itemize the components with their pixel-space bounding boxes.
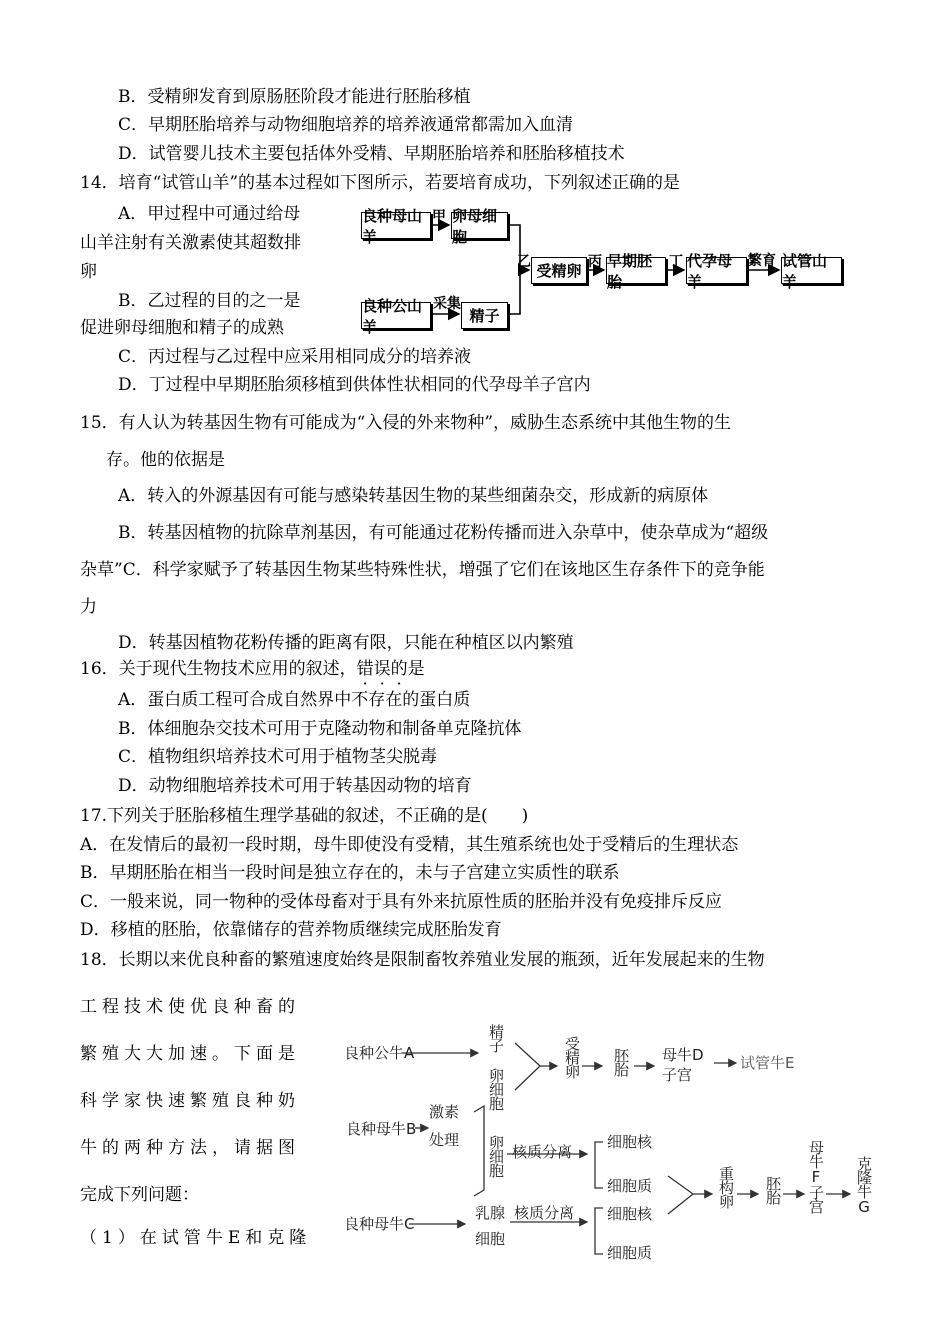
q14-box-female-goat: 良种母山羊 (361, 212, 431, 239)
q16-stem-text: 16．关于现代生物技术应用的叙述， (80, 659, 357, 679)
q14-box-sperm: 精子 (461, 302, 508, 329)
q18-calf-e: 试管牛E (740, 1054, 795, 1072)
q14-box-zygote: 受精卵 (531, 257, 587, 284)
q18-text-line5: 完成下列问题： (80, 1185, 199, 1205)
q14-label-yi: 乙 (517, 254, 531, 270)
q14-box-oocyte: 卵母细胞 (451, 212, 508, 239)
q18-cow-d: 母牛D (662, 1046, 704, 1064)
q17-option-b: B．早期胚胎在相当一段时间是独立存在的，未与子宫建立实质性的联系 (80, 863, 620, 883)
q13-option-d: D．试管婴儿技术主要包括体外受精、早期胚胎培养和胚胎移植技术 (118, 144, 625, 164)
q18-separation-1: 核质分离 (512, 1143, 573, 1161)
q18-embryo-2: 胚胎 (764, 1176, 782, 1204)
q14-label-jia: 甲 (432, 209, 446, 225)
q18-text-line1: 工程技术使优良种畜的 (80, 997, 300, 1017)
q14-label-caiji: 采集 (433, 296, 461, 312)
q18-cytoplasm-1: 细胞质 (607, 1177, 653, 1195)
q13-option-b: B．受精卵发育到原肠胚阶段才能进行胚胎移植 (118, 87, 471, 107)
q18-bull-a: 良种公牛A (344, 1044, 415, 1062)
q18-text-line2: 繁殖大大加速。下面是 (80, 1044, 300, 1064)
q16-stem-end: 是 (407, 659, 425, 679)
q18-cow-b: 良种母牛B (346, 1120, 417, 1138)
q18-uterus-d: 子宫 (662, 1066, 693, 1084)
q18-cow-f-uterus: 母牛F子宫 (807, 1140, 825, 1213)
q16-emphasis-char: 的 (390, 659, 408, 679)
q14-option-a-line3: 卵 (80, 262, 97, 282)
q16-option-c: C．植物组织培养技术可用于植物茎尖脱毒 (118, 747, 438, 767)
q18-embryo-1: 胚胎 (612, 1048, 630, 1076)
q15-option-b-line1: B．转基因植物的抗除草剂基因，有可能通过花粉传播而进入杂草中，使杂草成为“超级 (118, 523, 769, 543)
q14-option-c: C．丙过程与乙过程中应采用相同成分的培养液 (118, 347, 472, 367)
q15-option-b-line3: 力 (80, 597, 97, 617)
q15-option-d: D．转基因植物花粉传播的距离有限，只能在种植区以内繁殖 (118, 633, 574, 653)
q18-mammary: 乳腺 (475, 1204, 506, 1222)
q18-egg-bottom: 卵细胞 (487, 1135, 505, 1177)
q14-option-a-line1: A．甲过程中可通过给母 (118, 204, 301, 224)
q18-stem: 18．长期以来优良种畜的繁殖速度始终是限制畜牧养殖业发展的瓶颈，近年发展起来的生物 (80, 950, 765, 970)
q18-separation-2: 核质分离 (514, 1204, 575, 1222)
q17-option-c: C．一般来说，同一物种的受体母畜对于具有外来抗原性质的胚胎并没有免疫排斥反应 (80, 892, 723, 912)
q18-text-line6: （1）在试管牛E和克隆 (80, 1228, 312, 1248)
q16-emphasis-char: 错 (356, 659, 374, 679)
q16-option-a: A．蛋白质工程可合成自然界中不存在的蛋白质 (118, 690, 471, 710)
q18-text-line3: 科学家快速繁殖良种奶 (80, 1091, 300, 1111)
q16-option-d: D．动物细胞培养技术可用于转基因动物的培育 (118, 776, 472, 796)
q17-option-d: D．移植的胚胎，依靠储存的营养物质继续完成胚胎发育 (80, 920, 502, 940)
q18-nucleus-1: 细胞核 (607, 1133, 653, 1151)
q15-stem-line1: 15．有人认为转基因生物有可能成为“入侵的外来物种”，威胁生态系统中其他生物的生 (80, 413, 732, 433)
q15-option-b-line2: 杂草”C．科学家赋予了转基因生物某些特殊性状，增强了它们在该地区生存条件下的竞争能 (80, 560, 765, 580)
q18-sperm: 精子 (487, 1024, 505, 1052)
q18-treatment-label: 处理 (429, 1131, 460, 1149)
q14-box-surrogate: 代孕母羊 (686, 257, 747, 284)
q16-emphasis-char: 误 (373, 659, 391, 679)
q13-option-c: C．早期胚胎培养与动物细胞培养的培养液通常都需加入血清 (118, 115, 574, 135)
q14-option-d: D．丁过程中早期胚胎须移植到供体性状相同的代孕母羊子宫内 (118, 375, 591, 395)
q14-option-b-line2: 促进卵母细胞和精子的成熟 (80, 318, 284, 338)
q16-option-b: B．体细胞杂交技术可用于克隆动物和制备单克隆抗体 (118, 719, 522, 739)
q14-label-bing: 丙 (588, 254, 602, 270)
q18-reconstructed-egg: 重构卵 (717, 1166, 735, 1208)
q18-cow-c: 良种母牛C (344, 1215, 415, 1233)
q18-nucleus-2: 细胞核 (607, 1205, 653, 1223)
q15-stem-line2: 存。他的依据是 (106, 450, 225, 470)
q18-cytoplasm-2: 细胞质 (607, 1244, 653, 1262)
q17-option-a: A．在发情后的最初一段时期，母牛即使没有受精，其生殖系统也处于受精后的生理状态 (80, 835, 739, 855)
q14-box-early-embryo: 早期胚胎 (606, 257, 666, 284)
q18-hormone-label: 激素 (429, 1103, 460, 1121)
q14-stem: 14．培育“试管山羊”的基本过程如下图所示，若要培育成功，下列叙述正确的是 (80, 173, 681, 193)
q14-box-test-tube-goat: 试管山羊 (781, 257, 842, 284)
q15-option-a: A．转入的外源基因有可能与感染转基因生物的某些细菌杂交，形成新的病原体 (118, 486, 709, 506)
q18-cell: 细胞 (475, 1230, 506, 1248)
q17-stem: 17.下列关于胚胎移植生理学基础的叙述，不正确的是( ) (80, 806, 529, 826)
q14-option-b-line1: B．乙过程的目的之一是 (118, 291, 301, 311)
q14-option-a-line2: 山羊注射有关激素使其超数排 (80, 233, 301, 253)
q18-zygote: 受精卵 (563, 1036, 581, 1078)
q18-egg-top: 卵细胞 (487, 1068, 505, 1110)
q18-text-line4: 牛的两种方法，请据图 (80, 1138, 300, 1158)
q14-box-male-goat: 良种公山羊 (361, 302, 431, 329)
q18-clone-g: 克隆牛G (855, 1156, 873, 1215)
q14-label-fanyu: 繁育 (748, 253, 776, 269)
q14-label-ding: 丁 (669, 254, 683, 270)
